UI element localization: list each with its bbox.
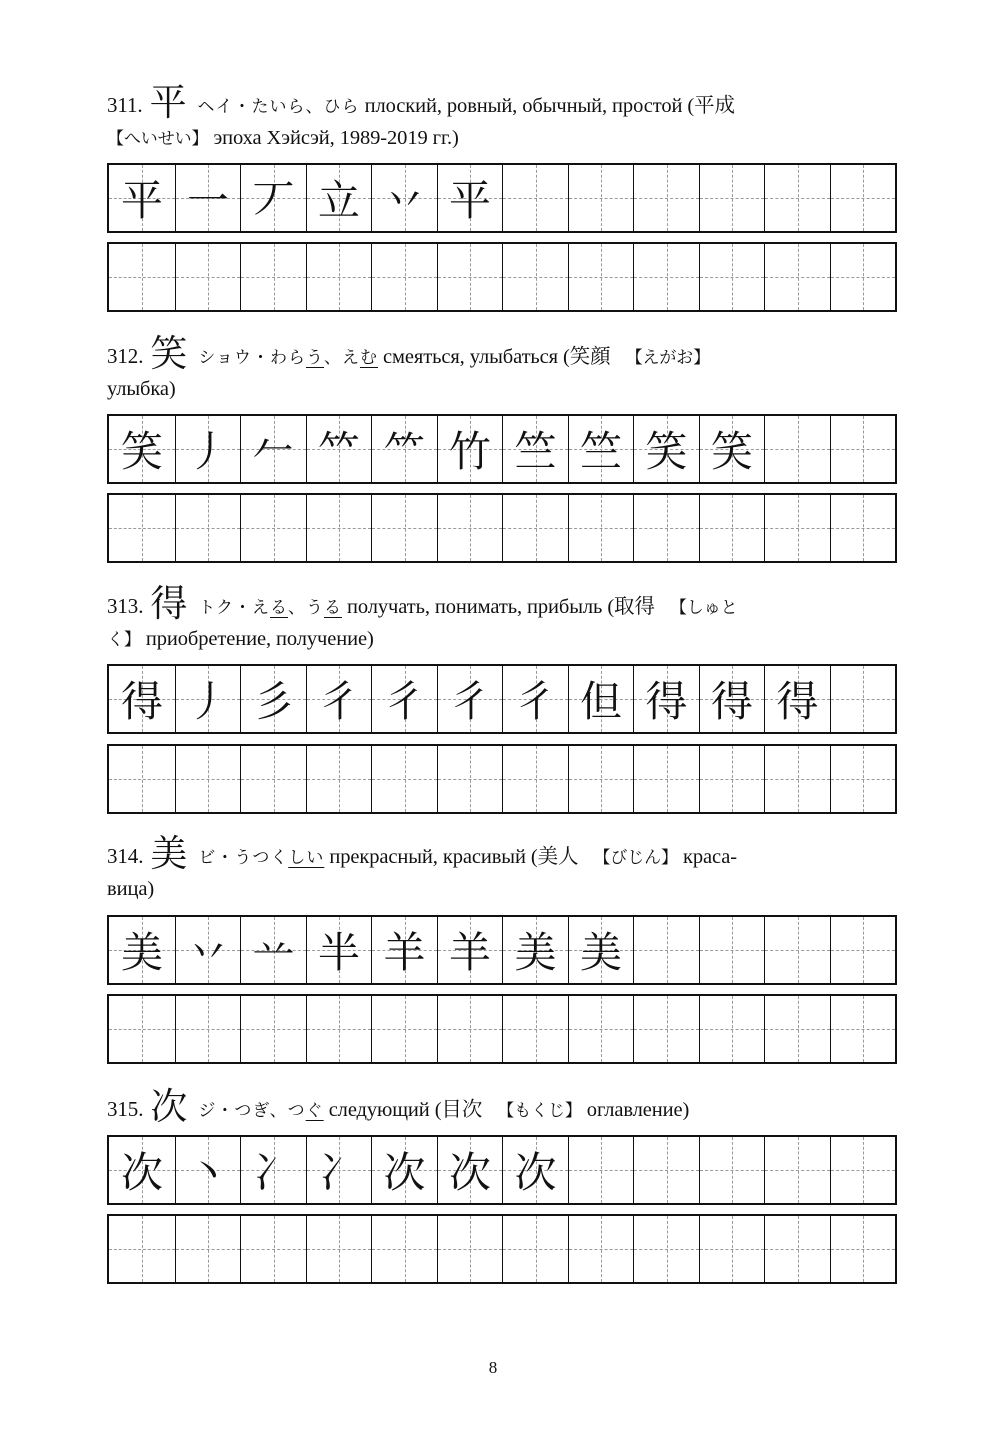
grid-cell bbox=[764, 495, 830, 561]
grid-cell bbox=[240, 666, 306, 732]
grid-cell bbox=[240, 1216, 306, 1282]
entry-example-reading-cont: く】 bbox=[107, 630, 141, 650]
grid-cell bbox=[437, 1137, 502, 1203]
entry-meaning: получать, понимать, прибыль bbox=[347, 596, 603, 618]
entry-example-meaning: краса- bbox=[682, 846, 737, 868]
grid-cell bbox=[175, 495, 240, 561]
entry-reading: ジ・つぎ、つぐ bbox=[198, 1101, 324, 1121]
stroke-order-glyph: 美 bbox=[579, 928, 622, 977]
practice-grid-strokes bbox=[107, 163, 897, 233]
grid-cell bbox=[175, 666, 240, 732]
grid-cell bbox=[699, 746, 764, 812]
grid-cell bbox=[175, 746, 240, 812]
grid-cell bbox=[699, 1216, 764, 1282]
practice-grid-blank bbox=[107, 1214, 897, 1284]
stroke-order-glyph: 一 bbox=[186, 176, 229, 225]
entry-example-reading: 【えがお】 bbox=[625, 348, 711, 368]
grid-cell bbox=[633, 666, 699, 732]
grid-cell bbox=[764, 1137, 830, 1203]
grid-cell bbox=[371, 165, 437, 231]
grid-cell bbox=[437, 416, 502, 482]
grid-cell bbox=[306, 746, 371, 812]
stroke-order-glyph: 羊 bbox=[383, 928, 426, 977]
grid-cell bbox=[568, 165, 633, 231]
stroke-order-glyph: 次 bbox=[448, 1148, 491, 1197]
stroke-order-glyph: 笑 bbox=[645, 427, 688, 476]
entry-example-word: (目次 bbox=[434, 1099, 483, 1121]
entry-313 bbox=[107, 584, 897, 656]
entry-heading bbox=[107, 334, 897, 405]
grid-cell bbox=[502, 917, 568, 983]
entry-reading: ショウ・わらう、えむ bbox=[198, 348, 378, 368]
grid-cell bbox=[109, 244, 175, 310]
grid-cell bbox=[240, 495, 306, 561]
entry-kanji: 平 bbox=[149, 83, 187, 124]
entry-kanji: 美 bbox=[150, 834, 188, 875]
grid-cell bbox=[830, 244, 895, 310]
grid-cell bbox=[306, 996, 371, 1062]
grid-cell bbox=[240, 746, 306, 812]
practice-grid-strokes bbox=[107, 414, 897, 484]
grid-cell bbox=[371, 495, 437, 561]
entry-meaning: плоский, ровный, обычный, простой bbox=[364, 95, 683, 117]
grid-cell bbox=[109, 495, 175, 561]
grid-cell bbox=[306, 165, 371, 231]
entry-example-meaning: эпоха Хэйсэй, 1989-2019 гг.) bbox=[213, 127, 459, 149]
grid-cell bbox=[568, 917, 633, 983]
grid-cell bbox=[633, 244, 699, 310]
grid-cell bbox=[502, 996, 568, 1062]
grid-cell bbox=[633, 416, 699, 482]
grid-cell bbox=[175, 244, 240, 310]
entry-heading bbox=[107, 83, 897, 155]
grid-cell bbox=[568, 746, 633, 812]
entry-314 bbox=[107, 834, 897, 905]
grid-cell bbox=[306, 917, 371, 983]
grid-cell bbox=[633, 495, 699, 561]
grid-cell bbox=[437, 495, 502, 561]
grid-cell bbox=[109, 666, 175, 732]
grid-cell bbox=[764, 416, 830, 482]
grid-cell bbox=[371, 1137, 437, 1203]
grid-cell bbox=[764, 666, 830, 732]
stroke-order-glyph: 得 bbox=[710, 677, 753, 726]
entry-kanji: 得 bbox=[150, 584, 188, 625]
grid-cell bbox=[437, 1216, 502, 1282]
grid-cell bbox=[371, 416, 437, 482]
entry-number: 315. bbox=[107, 1097, 144, 1121]
stroke-order-glyph: 半 bbox=[317, 928, 360, 977]
stroke-order-glyph: 但 bbox=[579, 677, 622, 726]
grid-cell bbox=[764, 244, 830, 310]
grid-cell bbox=[240, 165, 306, 231]
grid-cell bbox=[437, 165, 502, 231]
entry-311 bbox=[107, 83, 897, 155]
grid-cell bbox=[764, 165, 830, 231]
stroke-order-glyph: ⺮ bbox=[383, 427, 426, 476]
stroke-order-glyph: 竺 bbox=[579, 427, 622, 476]
entry-reading: トク・える、うる bbox=[198, 598, 342, 618]
entry-number: 313. bbox=[107, 594, 144, 618]
grid-cell bbox=[306, 244, 371, 310]
entry-heading bbox=[107, 834, 897, 905]
grid-cell bbox=[502, 416, 568, 482]
grid-cell bbox=[830, 917, 895, 983]
grid-cell bbox=[830, 165, 895, 231]
grid-cell bbox=[568, 416, 633, 482]
stroke-order-glyph: 次 bbox=[514, 1148, 557, 1197]
entry-example-reading: 【もくじ】 bbox=[497, 1101, 582, 1121]
grid-cell bbox=[699, 996, 764, 1062]
stroke-order-glyph: 竺 bbox=[514, 427, 557, 476]
entry-reading: ヘイ・たいら、ひら bbox=[197, 97, 360, 117]
stroke-order-glyph: 彳 bbox=[383, 677, 426, 726]
grid-cell bbox=[633, 996, 699, 1062]
entry-meaning: следующий bbox=[328, 1099, 430, 1121]
grid-cell bbox=[830, 1216, 895, 1282]
grid-cell bbox=[240, 244, 306, 310]
entry-heading bbox=[107, 584, 897, 656]
grid-cell bbox=[306, 666, 371, 732]
grid-cell bbox=[437, 917, 502, 983]
grid-cell bbox=[633, 165, 699, 231]
entry-meaning: прекрасный, красивый bbox=[329, 846, 526, 868]
stroke-order-glyph: 竹 bbox=[448, 427, 491, 476]
stroke-order-glyph: 笑 bbox=[710, 427, 753, 476]
grid-cell bbox=[109, 917, 175, 983]
entry-example-reading: 【へいせい】 bbox=[107, 129, 209, 149]
grid-cell bbox=[371, 1216, 437, 1282]
grid-cell bbox=[502, 746, 568, 812]
grid-cell bbox=[830, 416, 895, 482]
entry-heading bbox=[107, 1087, 897, 1128]
grid-cell bbox=[502, 666, 568, 732]
grid-cell bbox=[568, 1137, 633, 1203]
grid-cell bbox=[764, 746, 830, 812]
grid-cell bbox=[502, 165, 568, 231]
grid-cell bbox=[502, 1216, 568, 1282]
stroke-order-glyph: 彳 bbox=[448, 677, 491, 726]
entry-example-meaning: приобретение, получение) bbox=[145, 628, 374, 650]
entry-example-reading: 【しゅと bbox=[669, 598, 738, 618]
stroke-order-glyph: 丿 bbox=[186, 427, 229, 476]
grid-cell bbox=[306, 1137, 371, 1203]
grid-cell bbox=[568, 1216, 633, 1282]
grid-cell bbox=[830, 746, 895, 812]
stroke-order-glyph: 丷 bbox=[383, 176, 426, 225]
entry-example-meaning: улыбка) bbox=[107, 378, 176, 400]
grid-cell bbox=[109, 165, 175, 231]
grid-cell bbox=[175, 996, 240, 1062]
grid-cell bbox=[764, 917, 830, 983]
stroke-order-glyph: 彳 bbox=[317, 677, 360, 726]
grid-cell bbox=[568, 495, 633, 561]
grid-cell bbox=[502, 495, 568, 561]
grid-cell bbox=[633, 1137, 699, 1203]
stroke-order-glyph: 丷 bbox=[186, 928, 229, 977]
entry-kanji: 笑 bbox=[150, 334, 188, 375]
grid-cell bbox=[109, 1137, 175, 1203]
entry-315 bbox=[107, 1087, 897, 1128]
stroke-order-glyph: 䒑 bbox=[252, 928, 295, 977]
stroke-order-glyph: 平 bbox=[120, 176, 163, 225]
grid-cell bbox=[306, 495, 371, 561]
grid-cell bbox=[699, 1137, 764, 1203]
stroke-order-glyph: 美 bbox=[514, 928, 557, 977]
grid-cell bbox=[699, 165, 764, 231]
stroke-order-glyph: 丆 bbox=[252, 176, 295, 225]
entry-example-meaning: оглавление) bbox=[586, 1099, 690, 1121]
stroke-order-glyph: 美 bbox=[120, 928, 163, 977]
entry-number: 314. bbox=[107, 844, 144, 868]
entry-example-word: (平成 bbox=[687, 95, 735, 117]
grid-cell bbox=[830, 1137, 895, 1203]
grid-cell bbox=[175, 917, 240, 983]
grid-cell bbox=[175, 1137, 240, 1203]
stroke-order-glyph: 得 bbox=[120, 677, 163, 726]
grid-cell bbox=[109, 416, 175, 482]
practice-grid-blank bbox=[107, 744, 897, 814]
grid-cell bbox=[502, 244, 568, 310]
grid-cell bbox=[568, 666, 633, 732]
grid-cell bbox=[764, 1216, 830, 1282]
stroke-order-glyph: 𥫗 bbox=[317, 427, 360, 476]
grid-cell bbox=[437, 996, 502, 1062]
stroke-order-glyph: 羊 bbox=[448, 928, 491, 977]
stroke-order-glyph: 冫 bbox=[252, 1148, 295, 1197]
grid-cell bbox=[371, 244, 437, 310]
stroke-order-glyph: 丶 bbox=[186, 1148, 229, 1197]
grid-cell bbox=[371, 996, 437, 1062]
grid-cell bbox=[371, 666, 437, 732]
grid-cell bbox=[240, 416, 306, 482]
grid-cell bbox=[699, 244, 764, 310]
stroke-order-glyph: 𠂉 bbox=[252, 427, 295, 476]
grid-cell bbox=[109, 996, 175, 1062]
grid-cell bbox=[175, 165, 240, 231]
stroke-order-glyph: 冫 bbox=[317, 1148, 360, 1197]
grid-cell bbox=[568, 244, 633, 310]
grid-cell bbox=[633, 746, 699, 812]
grid-cell bbox=[699, 495, 764, 561]
grid-cell bbox=[109, 746, 175, 812]
grid-cell bbox=[437, 666, 502, 732]
grid-cell bbox=[502, 1137, 568, 1203]
grid-cell bbox=[830, 666, 895, 732]
stroke-order-glyph: 次 bbox=[383, 1148, 426, 1197]
grid-cell bbox=[175, 416, 240, 482]
entry-example-word: (美人 bbox=[530, 846, 579, 868]
grid-cell bbox=[699, 416, 764, 482]
entry-example-meaning-cont: вица) bbox=[107, 878, 155, 900]
practice-grid-blank bbox=[107, 493, 897, 563]
practice-grid-strokes bbox=[107, 1135, 897, 1205]
grid-cell bbox=[830, 996, 895, 1062]
grid-cell bbox=[371, 746, 437, 812]
stroke-order-glyph: 丿 bbox=[186, 677, 229, 726]
grid-cell bbox=[240, 1137, 306, 1203]
entry-example-word: (取得 bbox=[607, 596, 655, 618]
stroke-order-glyph: 立 bbox=[317, 176, 360, 225]
stroke-order-glyph: 得 bbox=[776, 677, 819, 726]
entry-number: 311. bbox=[107, 93, 143, 117]
grid-cell bbox=[371, 917, 437, 983]
grid-cell bbox=[175, 1216, 240, 1282]
page-number: 8 bbox=[488, 1358, 498, 1377]
entry-meaning: смеяться, улыбаться bbox=[383, 346, 559, 368]
stroke-order-glyph: 彳 bbox=[514, 677, 557, 726]
grid-cell bbox=[306, 416, 371, 482]
grid-cell bbox=[240, 996, 306, 1062]
grid-cell bbox=[699, 666, 764, 732]
entry-312 bbox=[107, 334, 897, 405]
entry-kanji: 次 bbox=[150, 1087, 188, 1128]
grid-cell bbox=[568, 996, 633, 1062]
stroke-order-glyph: 彡 bbox=[252, 677, 295, 726]
stroke-order-glyph: 平 bbox=[448, 176, 491, 225]
entry-reading: ビ・うつくしい bbox=[198, 848, 325, 868]
entry-example-word: (笑顔 bbox=[563, 346, 611, 368]
grid-cell bbox=[699, 917, 764, 983]
practice-grid-blank bbox=[107, 994, 897, 1064]
entry-number: 312. bbox=[107, 344, 144, 368]
grid-cell bbox=[240, 917, 306, 983]
practice-grid-strokes bbox=[107, 664, 897, 734]
practice-grid-blank bbox=[107, 242, 897, 312]
grid-cell bbox=[633, 917, 699, 983]
grid-cell bbox=[437, 244, 502, 310]
grid-cell bbox=[830, 495, 895, 561]
stroke-order-glyph: 次 bbox=[120, 1148, 163, 1197]
grid-cell bbox=[764, 996, 830, 1062]
stroke-order-glyph: 得 bbox=[645, 677, 688, 726]
stroke-order-glyph: 笑 bbox=[120, 427, 163, 476]
entry-example-reading: 【びじん】 bbox=[593, 848, 678, 868]
grid-cell bbox=[109, 1216, 175, 1282]
grid-cell bbox=[306, 1216, 371, 1282]
grid-cell bbox=[437, 746, 502, 812]
practice-grid-strokes bbox=[107, 915, 897, 985]
grid-cell bbox=[633, 1216, 699, 1282]
